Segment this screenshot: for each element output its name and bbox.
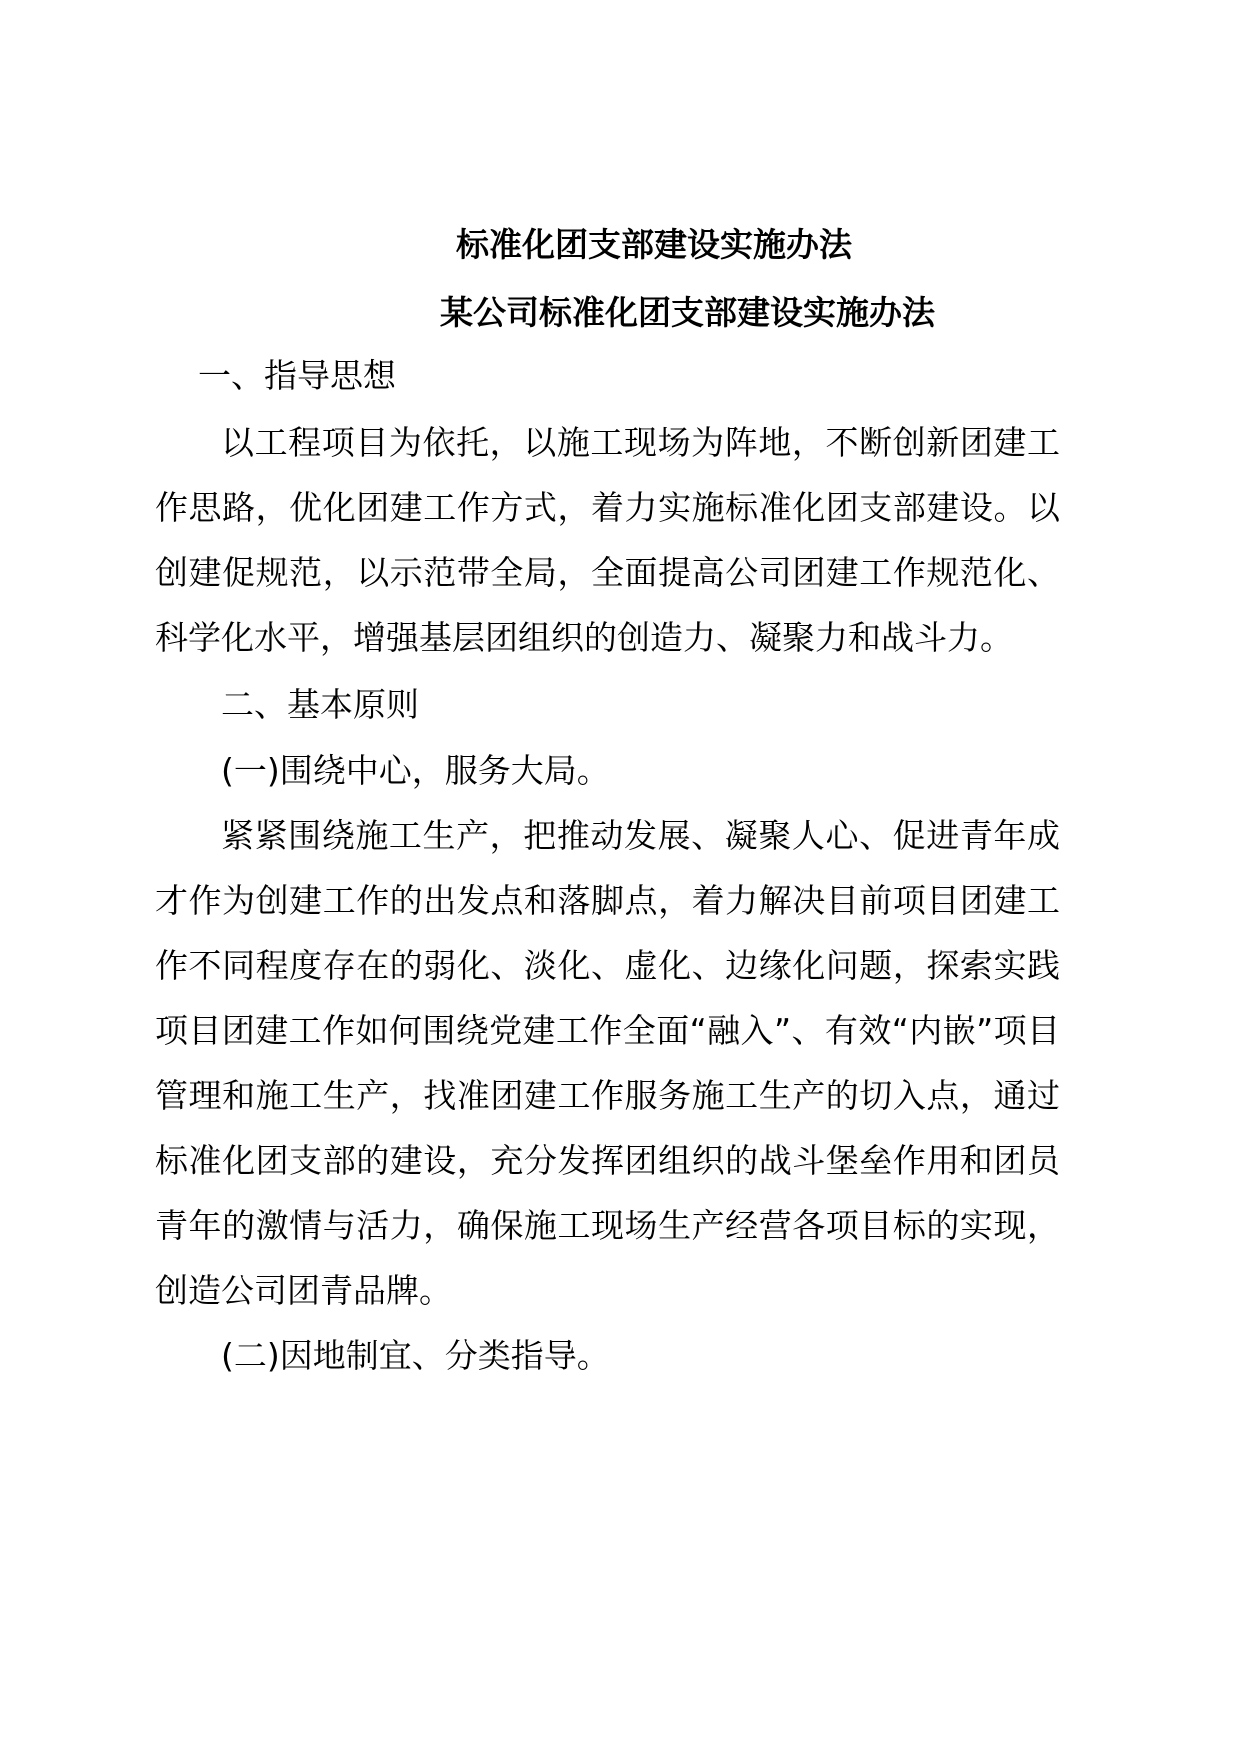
section-paragraph-guiding-ideology: 以工程项目为依托，以施工现场为阵地，不断创新团建工作思路，优化团建工作方式，着力实施标准化团支部建设。以创建促规范，以示范带全局，全面提高公司团建工作规范化、科学化水平，增强基层团组织的创造力、凝聚力和战斗力。 bbox=[155, 423, 1060, 657]
subsection-paragraph-1: 紧紧围绕施工生产，把推动发展、凝聚人心、促进青年成才作为创建工作的出发点和落脚点，着力解决目前项目团建工作不同程度存在的弱化、淡化、虚化、边缘化问题，探索实践项目团建工作如何围绕党建工作全面“融入”、有效“内嵌”项目管理和施工生产，找准团建工作服务施工生产的切入点，通过标准化团支部的建设，充分发挥团组织的战斗堡垒作用和团员青年的激情与活力，确保施工现场生产经营各项目标的实现，创造公司团青品牌。 bbox=[155, 816, 1060, 1310]
subsection-heading-1: (一)围绕中心，服务大局。 bbox=[221, 751, 610, 790]
document-title: 标准化团支部建设实施办法 bbox=[456, 225, 852, 264]
document-subtitle: 某公司标准化团支部建设实施办法 bbox=[440, 293, 935, 332]
subsection-heading-2: (二)因地制宜、分类指导。 bbox=[221, 1336, 610, 1375]
section-heading-basic-principles: 二、基本原则 bbox=[221, 685, 419, 724]
section-heading-guiding-ideology: 一、指导思想 bbox=[198, 356, 396, 395]
